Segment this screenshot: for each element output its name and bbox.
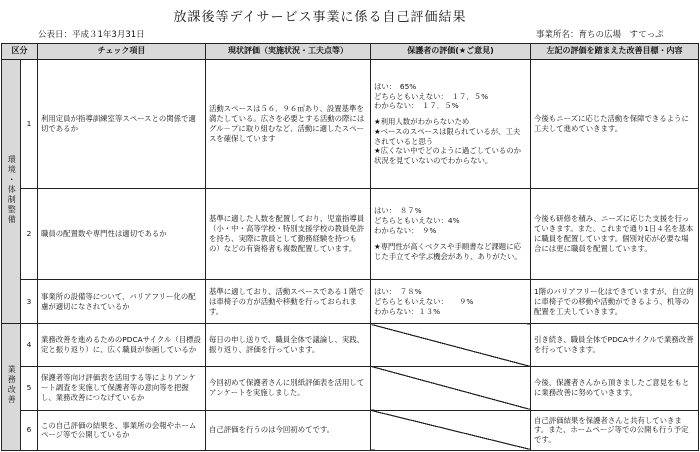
guardian-comment: ★ベースのスペースは限られているが、工夫されていると思う bbox=[374, 126, 521, 146]
table-row bbox=[2, 410, 699, 450]
guardian-result-unknown: わからない： １７．５% bbox=[374, 101, 459, 111]
guardian-eval-empty bbox=[371, 324, 531, 366]
table-row bbox=[2, 188, 699, 279]
guardian-eval-cell bbox=[371, 280, 531, 324]
guardian-result-yes: はい： ７８% bbox=[374, 287, 422, 297]
guardian-eval-cell bbox=[371, 188, 531, 279]
guardian-comment: ★専門性が高くベクスや手順書など課題に応じた手立てや学ぶ機会があり、ありがたい。 bbox=[374, 241, 522, 261]
row-number: 6 bbox=[21, 410, 38, 450]
page-title: 放課後等デイサービス事業に係る自己評価結果 bbox=[173, 10, 467, 25]
goal-cell: 今後、保護者さんから頂きましたご意見をもとに業務改善に努めていきます。 bbox=[531, 366, 699, 410]
current-status-cell: 基準に適した人数を配置しており、児童指導員（小・中・高等学校・特別支援学校の教員免許を持ち、実際に教員として勤務経験を持つもの）などの有資格者も複数配置しています。 bbox=[206, 188, 371, 279]
check-item-cell: 業務改善を進めるためのPDCAサイクル（目標設定と振り返り）に、広く職員が参画しているか bbox=[38, 324, 206, 366]
check-item-cell: 保護者等向け評価表を活用する等によりアンケート調査を実施して保護者等の意向等を把握し、業務改善につなげているか bbox=[38, 366, 206, 410]
goal-cell: 今後も研修を積み、ニーズに応じた支援を行っていきます。また、これまで通り1日４名を基本に職員を配置しています。個別対応が必要な場合には更に職員を配置しています。 bbox=[531, 188, 699, 279]
header-guardian-eval: 保護者の評価(★ご意見) bbox=[371, 44, 531, 60]
row-number: 1 bbox=[21, 60, 38, 189]
table-row bbox=[2, 324, 699, 366]
publication-date: 公表日：平成３1年3月31日 bbox=[38, 30, 145, 40]
current-status-cell: 自己評価を行うのは今回初めてです。 bbox=[206, 410, 371, 450]
header-current-status: 現状評価（実施状況・工夫点等） bbox=[206, 44, 371, 60]
row-number: 2 bbox=[21, 188, 38, 279]
row-number: 5 bbox=[21, 366, 38, 410]
guardian-eval-cell bbox=[371, 60, 531, 189]
current-status-cell: 毎日の申し送りで、職員全体で議論し、実践、振り返り、評価を行っています。 bbox=[206, 324, 371, 366]
guardian-result-unknown: わからない： ９% bbox=[374, 226, 437, 235]
guardian-result-unknown: わからない：１３% bbox=[374, 306, 441, 316]
check-item-cell: 職員の配置数や専門性は適切であるか bbox=[38, 188, 206, 279]
guardian-result-neutral: どちらともいえない： １７．５% bbox=[374, 91, 489, 101]
table-row bbox=[2, 280, 699, 324]
guardian-result-neutral: どちらともいえない：4% bbox=[374, 216, 460, 226]
goal-cell: 引き続き、職員全体でPDCAサイクルで業務改善を行っていきます。 bbox=[531, 324, 699, 366]
row-number: 4 bbox=[21, 324, 38, 366]
guardian-eval-empty bbox=[371, 410, 531, 450]
office-name: 事業所名：育ちの広場 すてっぷ bbox=[536, 30, 664, 40]
current-status-cell: 活動スペースは５６．９６㎡あり、設置基準を満たしている。広さを必要とする活動の際にはグル－プに取り組むなど、活動に適したスペースを確保しています bbox=[206, 60, 371, 189]
table-row bbox=[2, 366, 699, 410]
header-improvement-goal: 左記の評価を踏まえた改善目標・内容 bbox=[531, 44, 699, 60]
current-status-cell: 基準に適しており、活動スペースである１階では車椅子の方が活動や移動を行っておられます。 bbox=[206, 280, 371, 324]
row-number: 3 bbox=[21, 280, 38, 324]
guardian-eval-empty bbox=[371, 366, 531, 410]
guardian-result-yes: はい： ８７% bbox=[374, 206, 422, 216]
check-item-cell: 利用定員が指導訓練室等スペースとの関係で適切であるか bbox=[38, 60, 206, 189]
current-status-cell: 今回初めて保護者さんに別紙評価表を活用してアンケートを実施しました。 bbox=[206, 366, 371, 410]
guardian-result-neutral: どちらともいえない： ９% bbox=[374, 296, 474, 306]
header-check-item: チェック項目 bbox=[38, 44, 206, 60]
guardian-comment: ★広くない中でどのように過ごしているのか状況を見ていないのでわからない。 bbox=[374, 146, 522, 166]
guardian-result-yes: はい： 65% bbox=[374, 81, 417, 91]
table-header-row bbox=[2, 44, 699, 60]
header-category: 区分 bbox=[2, 44, 38, 60]
evaluation-table bbox=[1, 43, 699, 451]
check-item-cell: この自己評価の結果を、事業所の会報やホームページ等で公開しているか bbox=[38, 410, 206, 450]
table-row bbox=[2, 60, 699, 189]
goal-cell: 今後もニーズに応じた活動を保障できるように工夫して進めていきます。 bbox=[531, 60, 699, 189]
goal-cell: 自己評価結果を保護者さんと共有していきます。また、ホームページ等での公開も行う予定です。 bbox=[531, 410, 699, 450]
category-business: 業務改善 bbox=[2, 324, 21, 451]
check-item-cell: 事業所の設備等について、バリアフリー化の配慮が適切になされているか bbox=[38, 280, 206, 324]
goal-cell: 1階のバリアフリー化はできていますが、自立的に車椅子での移動や活動ができるよう、机等の配置を工夫していきます。 bbox=[531, 280, 699, 324]
guardian-comment: ★利用人数がわからないため bbox=[374, 117, 470, 127]
category-environment: 環境・体制整備 bbox=[2, 60, 21, 324]
